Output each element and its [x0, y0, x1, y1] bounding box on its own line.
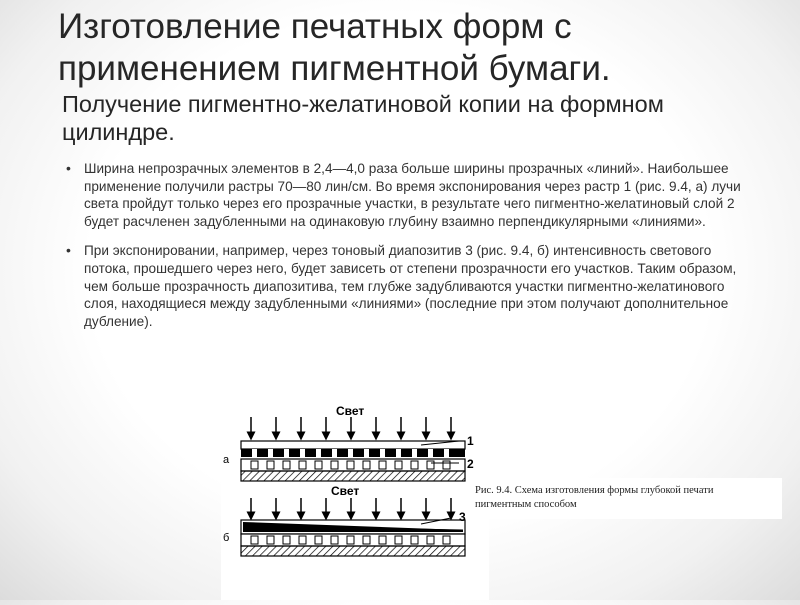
- gelatin-layer-b: [241, 534, 465, 546]
- light-arrows-top: [251, 417, 451, 436]
- figure-diagram: [221, 403, 489, 600]
- panel-letter-a: а: [223, 454, 230, 466]
- base-layer-a: [241, 471, 465, 481]
- bullet-item-2: • При экспонировании, например, через тоновый диапозитив 3 (рис. 9.4, б) интенсивность светового потока, прошедшего через него, будет зависеть от степени прозрачности его участков. Таким образом, чем больше прозрачность диапозитива, тем глубже задубливаются участки пигментно-желатинового слоя, находящиеся между задубленными «линиями» (последние при этом получают дополнительное дубление).: [62, 242, 752, 330]
- caption-line-2: пигментным способом: [475, 499, 577, 510]
- label-1: 1: [467, 434, 474, 448]
- screen-top-plate: [241, 441, 465, 449]
- label-3: 3: [459, 510, 466, 524]
- diagram-svg: [221, 403, 489, 600]
- screen-elements: [241, 449, 465, 457]
- figure-caption: [467, 478, 782, 519]
- base-layer-b: [241, 546, 465, 556]
- panel-letter-b: б: [223, 532, 230, 544]
- bullet-list: [62, 160, 752, 342]
- bullet-item-1: • Ширина непрозрачных элементов в 2,4—4,0 раза больше ширины прозрачных «линий». Наибольшее применение получили растры 70—80 лин/см. Во время экспонирования через растр 1 (рис. 9.4, а) лучи света пройдут только через его прозрачные участки, в результате чего пигментно-желатиновый слой 2 будет расчленен задубленными на одинаковую глубину взаимно перпендикулярными «линиями».: [62, 160, 752, 230]
- slide-subtitle: Получение пигментно-желатиновой копии на формном цилиндре.: [62, 91, 664, 145]
- slide-title: Изготовление печатных форм с применением пигментной бумаги.: [58, 7, 611, 88]
- light-label-bottom: Свет: [331, 484, 360, 498]
- light-arrows-bottom: [251, 498, 451, 516]
- gelatin-layer-a: [241, 459, 465, 471]
- label-2: 2: [467, 457, 474, 471]
- light-label-top: Свет: [336, 404, 365, 418]
- caption-line-1: Рис. 9.4. Схема изготовления формы глубокой печати: [475, 485, 714, 496]
